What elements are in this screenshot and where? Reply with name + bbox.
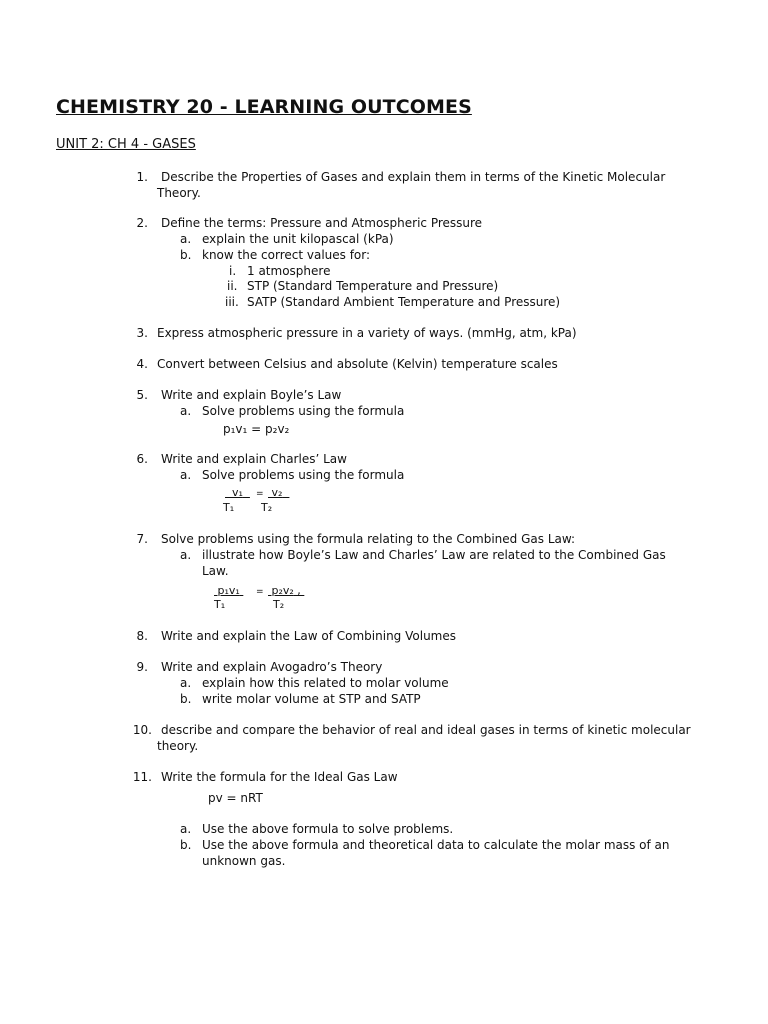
roman-item-text: STP (Standard Temperature and Pressure) [247, 279, 499, 293]
formula-numerator-right: p₂v₂ , [271, 584, 305, 597]
ideal-gas-law-formula: pv = nRT [208, 791, 263, 805]
formula-numerator-left: v₁ [232, 486, 243, 499]
subitem-letter: a. [180, 676, 192, 690]
item-text: Describe the Properties of Gases and explain them in terms of the Kinetic Molecular [161, 170, 666, 184]
item-number: 7. [136, 532, 148, 546]
formula-numerator-left: p₁v₁ [217, 584, 240, 597]
subitem-text: Use the above formula to solve problems. [202, 822, 454, 836]
subitem-letter: b. [180, 248, 192, 262]
item-text-continued: Theory. [157, 186, 201, 200]
item-number: 11. [132, 770, 152, 784]
item-text-continued: theory. [157, 739, 199, 753]
subitem-text: write molar volume at STP and SATP [202, 692, 421, 706]
subitem-text: explain the unit kilopascal (kPa) [202, 232, 394, 246]
item-text: Convert between Celsius and absolute (Kelvin) temperature scales [157, 357, 558, 371]
item-number: 5. [136, 388, 148, 402]
formula-equals: = [256, 489, 264, 499]
subitem-text-continued: unknown gas. [202, 854, 286, 868]
item-number: 1. [136, 170, 148, 184]
unit-heading: UNIT 2: CH 4 - GASES [56, 137, 196, 152]
roman-numeral: ii. [227, 279, 238, 293]
item-text: Write and explain the Law of Combining Volumes [161, 629, 456, 643]
subitem-text: know the correct values for: [202, 248, 371, 262]
subitem-text: Solve problems using the formula [202, 468, 405, 482]
subitem-letter: a. [180, 548, 192, 562]
subitem-text: explain how this related to molar volume [202, 676, 449, 690]
formula-denominator-left: T₁ [214, 598, 226, 611]
roman-item-text: SATP (Standard Ambient Temperature and Pressure) [247, 295, 561, 309]
item-text: Write the formula for the Ideal Gas Law [161, 770, 398, 784]
subitem-letter: a. [180, 822, 192, 836]
item-number: 9. [136, 660, 148, 674]
item-text: Express atmospheric pressure in a variety of ways. (mmHg, atm, kPa) [157, 326, 577, 340]
formula-numerator-right: v₂ [271, 486, 283, 499]
roman-numeral: iii. [225, 295, 239, 309]
formula-denominator-left: T₁ [223, 501, 235, 514]
item-number: 3. [136, 326, 148, 340]
roman-item-text: 1 atmosphere [247, 264, 331, 278]
item-number: 4. [136, 357, 148, 371]
subitem-text: Use the above formula and theoretical data to calculate the molar mass of an [202, 838, 670, 852]
item-text: Write and explain Charles’ Law [161, 452, 347, 466]
item-number: 6. [136, 452, 148, 466]
item-text: Solve problems using the formula relating to the Combined Gas Law: [161, 532, 576, 546]
subitem-letter: b. [180, 692, 192, 706]
item-number: 8. [136, 629, 148, 643]
subitem-text: Solve problems using the formula [202, 404, 405, 418]
subitem-letter: a. [180, 404, 192, 418]
roman-numeral: i. [229, 264, 237, 278]
subitem-text-continued: Law. [202, 564, 229, 578]
item-text: Write and explain Boyle’s Law [161, 388, 342, 402]
subitem-text: illustrate how Boyle’s Law and Charles’ Law are related to the Combined Gas [202, 548, 666, 562]
boyles-law-formula: p₁v₁ = p₂v₂ [223, 422, 290, 436]
formula-equals: = [256, 587, 264, 597]
subitem-letter: b. [180, 838, 192, 852]
item-number: 2. [136, 216, 148, 230]
subitem-letter: a. [180, 232, 192, 246]
document-title: CHEMISTRY 20 - LEARNING OUTCOMES [56, 96, 472, 118]
item-text: Write and explain Avogadro’s Theory [161, 660, 383, 674]
item-number: 10. [132, 723, 152, 737]
item-text: describe and compare the behavior of real and ideal gases in terms of kinetic molecular [161, 723, 691, 737]
subitem-letter: a. [180, 468, 192, 482]
formula-denominator-right: T₂ [273, 598, 285, 611]
item-text: Define the terms: Pressure and Atmospheric Pressure [161, 216, 483, 230]
formula-denominator-right: T₂ [261, 501, 273, 514]
